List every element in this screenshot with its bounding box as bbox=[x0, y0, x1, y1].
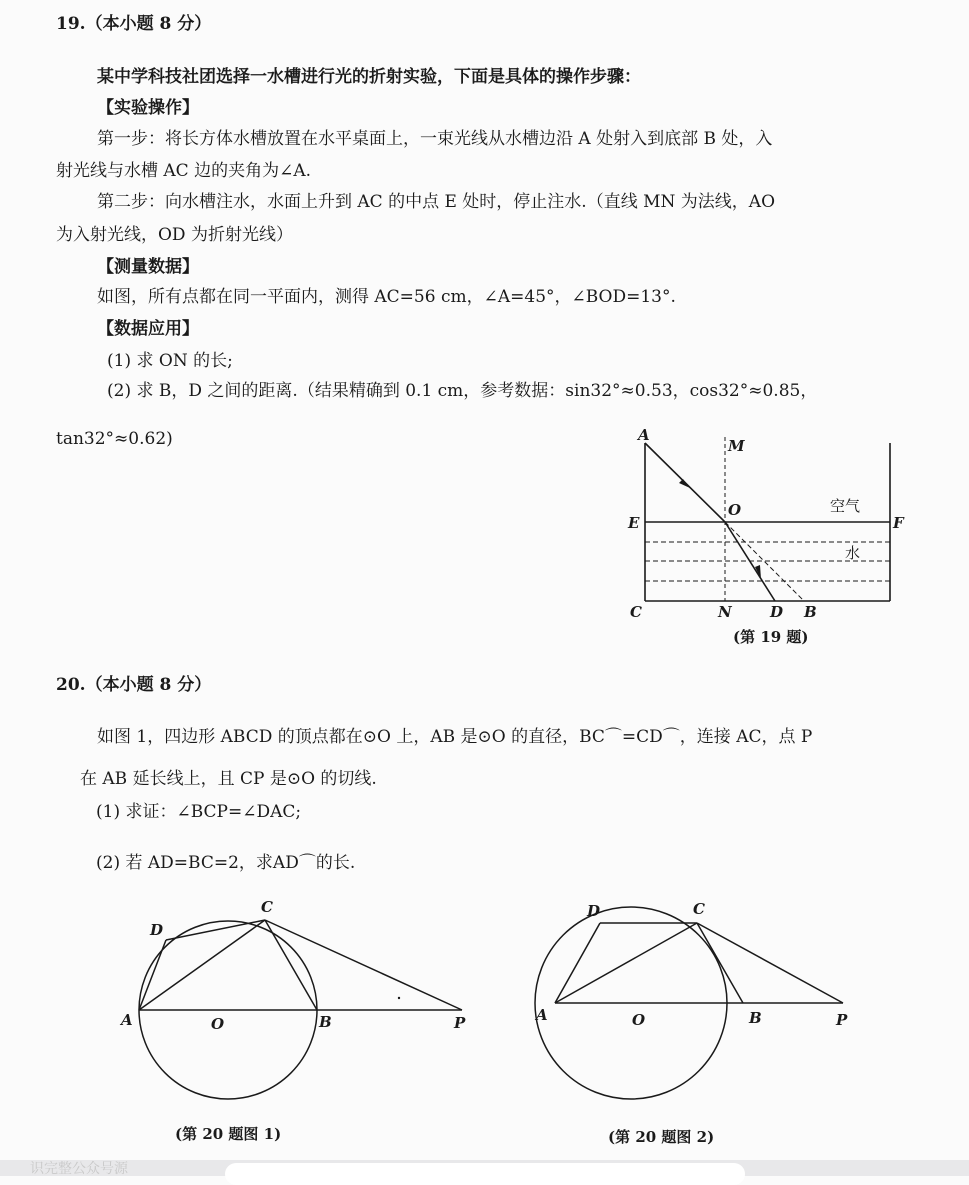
fig2-label-b: B bbox=[749, 1009, 762, 1027]
q19-figure bbox=[620, 425, 910, 650]
fig1-label-b: B bbox=[319, 1013, 332, 1031]
q19-step2-line1: 第二步：向水槽注水，水面上升到 AC 的中点 E 处时，停止注水.（直线 MN 为法线，AO bbox=[97, 192, 776, 212]
segment-cb bbox=[265, 920, 317, 1010]
q19-step2-line2: 为入射光线，OD 为折射光线） bbox=[56, 225, 293, 245]
q20-intro-line1: 如图 1，四边形 ABCD 的顶点都在⊙O 上，AB 是⊙O 的直径，BC⌒=CD⌒，连接 AC，点 P bbox=[97, 727, 813, 747]
label-f: F bbox=[893, 514, 904, 532]
q19-step1-line1: 第一步：将长方体水槽放置在水平桌面上，一束光线从水槽边沿 A 处射入到底部 B 处，入 bbox=[97, 129, 773, 149]
label-b: B bbox=[804, 603, 817, 621]
fig1-label-c: C bbox=[261, 898, 273, 916]
q20-figure1-caption: (第 20 题图 1) bbox=[175, 1125, 282, 1143]
label-air: 空气 bbox=[830, 497, 861, 515]
q19-part1: (1) 求 ON 的长; bbox=[107, 351, 233, 371]
q20-part2: (2) 若 AD=BC=2，求AD⌒的长. bbox=[96, 853, 356, 873]
label-o: O bbox=[728, 501, 742, 519]
q19-header: 19.（本小题 8 分） bbox=[56, 14, 212, 34]
q20-part1: (1) 求证：∠BCP=∠DAC; bbox=[96, 802, 302, 822]
q19-figure-caption: (第 19 题) bbox=[733, 628, 809, 646]
fig1-label-a: A bbox=[121, 1011, 133, 1029]
watermark-text: 识完整公众号源 bbox=[30, 1161, 128, 1177]
fig1-label-d: D bbox=[150, 921, 164, 939]
label-a: A bbox=[638, 426, 650, 444]
fig1-label-o: O bbox=[211, 1015, 225, 1033]
fig2-label-a: A bbox=[536, 1006, 548, 1024]
q20-header: 20.（本小题 8 分） bbox=[56, 675, 212, 695]
bottom-bar bbox=[0, 1160, 969, 1176]
q19-part2-line2: tan32°≈0.62) bbox=[56, 429, 173, 449]
q19-measure: 如图，所有点都在同一平面内，测得 AC=56 cm，∠A=45°，∠BOD=13°. bbox=[97, 287, 676, 307]
tangent-cp bbox=[265, 920, 462, 1010]
label-c: C bbox=[630, 603, 642, 621]
fig2-label-p: P bbox=[836, 1011, 848, 1029]
q19-section-measure: 【测量数据】 bbox=[97, 257, 199, 277]
label-d: D bbox=[770, 603, 784, 621]
q19-intro: 某中学科技社团选择一水槽进行光的折射实验，下面是具体的操作步骤： bbox=[97, 67, 641, 87]
fig2-label-d: D bbox=[587, 902, 601, 920]
label-water: 水 bbox=[845, 544, 861, 562]
fig2-label-o: O bbox=[632, 1011, 646, 1029]
incident-arrow bbox=[679, 479, 690, 488]
q20-figure1 bbox=[115, 895, 480, 1115]
q20-intro-line2: 在 AB 延长线上，且 CP 是⊙O 的切线. bbox=[80, 769, 377, 789]
q19-step1-line2: 射光线与水槽 AC 边的夹角为∠A. bbox=[56, 161, 312, 181]
label-n: N bbox=[718, 603, 732, 621]
q19-section-apply: 【数据应用】 bbox=[97, 319, 199, 339]
bottom-input-pill[interactable] bbox=[225, 1163, 745, 1185]
segment-ac-2 bbox=[555, 923, 697, 1003]
q20-figure2-caption: (第 20 题图 2) bbox=[608, 1128, 715, 1146]
fig1-label-p: P bbox=[454, 1014, 466, 1032]
q20-figure2 bbox=[530, 895, 860, 1115]
label-m: M bbox=[728, 437, 745, 455]
fig2-label-c: C bbox=[693, 900, 705, 918]
q19-part2-line1: (2) 求 B，D 之间的距离.（结果精确到 0.1 cm，参考数据：sin32°≈0.53，cos32°≈0.85， bbox=[107, 381, 818, 401]
dot-mark bbox=[398, 997, 400, 999]
q19-section-operation: 【实验操作】 bbox=[97, 98, 199, 118]
label-e: E bbox=[628, 514, 640, 532]
